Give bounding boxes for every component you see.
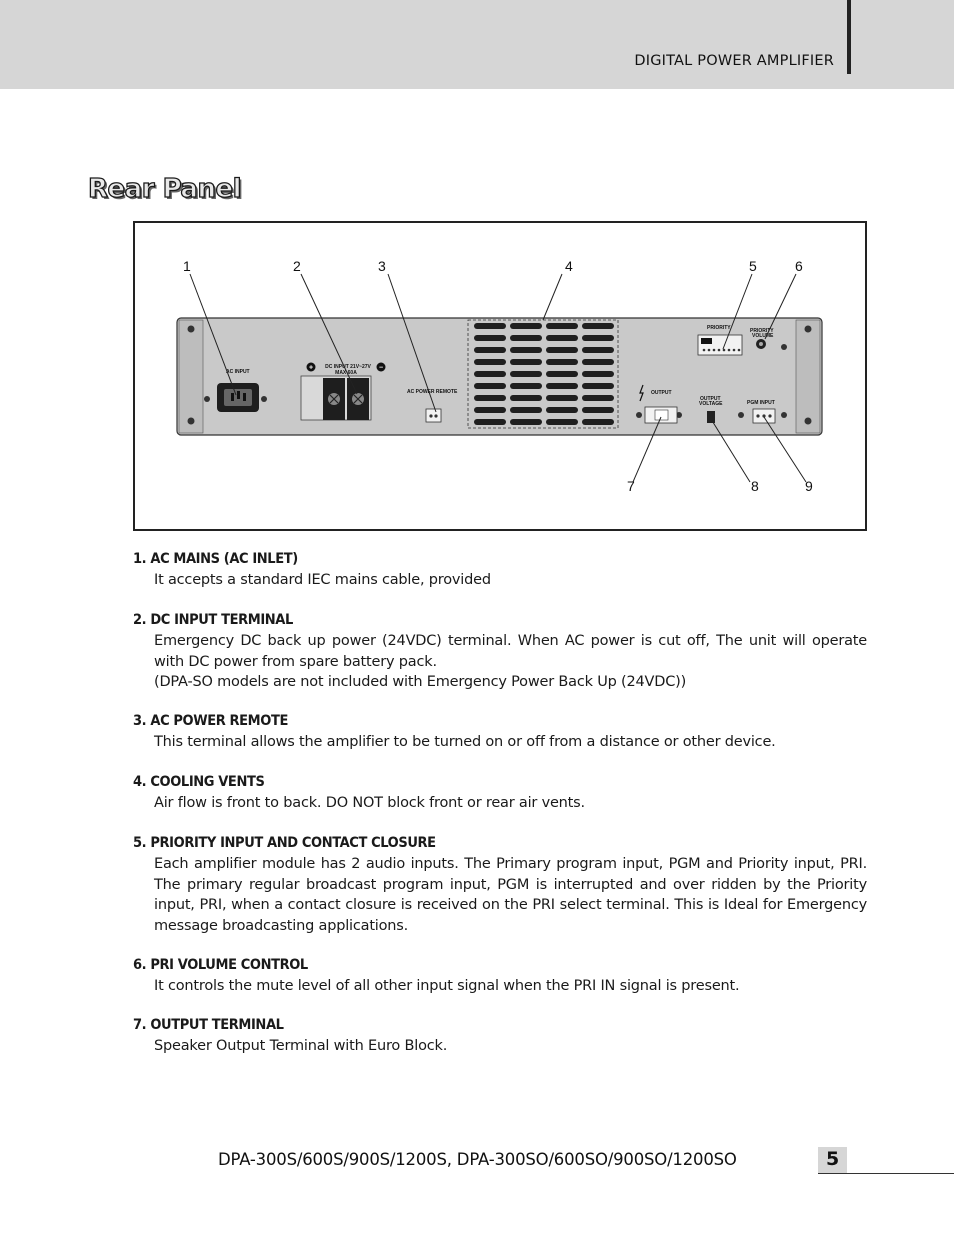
callout-number: 8 [751,478,759,494]
ac-power-remote-terminal [426,409,441,422]
page-title: Rear Panel [88,174,242,204]
dc-input-max-label: MAX 60A [335,370,357,376]
ac-power-remote-label: AC POWER REMOTE [407,389,458,395]
ac-input-label: AC INPUT [226,369,250,375]
svg-text:−: − [378,364,384,372]
section-body: It controls the mute level of all other input signal when the PRI IN signal is present. [154,978,740,994]
section-output-terminal [133,1015,867,1057]
rear-panel-diagram [135,223,865,529]
callout-number: 9 [805,478,813,494]
section-title: 3. AC POWER REMOTE [133,713,288,729]
section-body: Emergency DC back up power (24VDC) terminal. When AC power is cut off, The unit will operate with DC power from spare battery pack. (DPA-SO models are not included with Emergency Power Back Up (24VDC)) [154,633,867,690]
section-cooling-vents [133,772,867,814]
section-ac-mains [133,549,867,591]
output-voltage-switch [707,411,715,423]
output-voltage-label-2: VOLTAGE [699,401,723,407]
priority-label: PRIORITY [707,325,731,331]
callout-number: 3 [378,258,386,274]
callout-number: 2 [293,258,301,274]
priority-volume-label-2: VOLUME [752,333,774,339]
svg-text:+: + [308,364,314,372]
section-body: Each amplifier module has 2 audio inputs. The Primary program input, PGM and Priority input, PRI. The primary regular broadcast program input, PGM is interrupted and over ridden by the Priority input, PRI, when a contact closure is received on the PRI select terminal. This is Ideal for Emergency message broadcasting applications. [154,856,867,934]
footer-rule [818,1173,954,1174]
callout-number: 7 [627,478,635,494]
header-band [0,0,954,89]
page-number: 5 [826,1148,840,1170]
section-pri-volume-control [133,955,867,997]
section-title: 5. PRIORITY INPUT AND CONTACT CLOSURE [133,835,436,851]
section-body: This terminal allows the amplifier to be turned on or off from a distance or other device. [154,734,776,750]
callout-number: 1 [183,258,191,274]
callout-number: 6 [795,258,803,274]
section-body: It accepts a standard IEC mains cable, provided [154,572,491,588]
footer-model-list: DPA-300S/600S/900S/1200S, DPA-300SO/600SO/900SO/1200SO [218,1150,737,1169]
section-priority-input [133,833,867,936]
section-body: Speaker Output Terminal with Euro Block. [154,1038,448,1054]
rack-ear-right [796,320,820,433]
header-divider-bar [847,0,851,74]
section-title: 1. AC MAINS (AC INLET) [133,551,298,567]
dc-input-label: DC INPUT 21V~27V [325,364,371,370]
rear-panel-figure [133,221,867,531]
rack-ear-left [179,320,203,433]
section-title: 7. OUTPUT TERMINAL [133,1017,284,1033]
section-title: 6. PRI VOLUME CONTROL [133,957,308,973]
section-title: 2. DC INPUT TERMINAL [133,612,293,628]
section-title: 4. COOLING VENTS [133,774,265,790]
section-dc-input-terminal [133,610,867,693]
callout-number: 4 [565,258,573,274]
section-ac-power-remote [133,711,867,753]
priority-volume-label: PRIORITY [750,328,774,334]
output-voltage-label: OUTPUT [700,396,721,402]
section-body: Air flow is front to back. DO NOT block front or rear air vents. [154,795,585,811]
callout-number: 5 [749,258,757,274]
header-title: DIGITAL POWER AMPLIFIER [634,53,834,69]
output-label: OUTPUT [651,390,672,396]
pgm-input-label: PGM INPUT [747,400,775,406]
